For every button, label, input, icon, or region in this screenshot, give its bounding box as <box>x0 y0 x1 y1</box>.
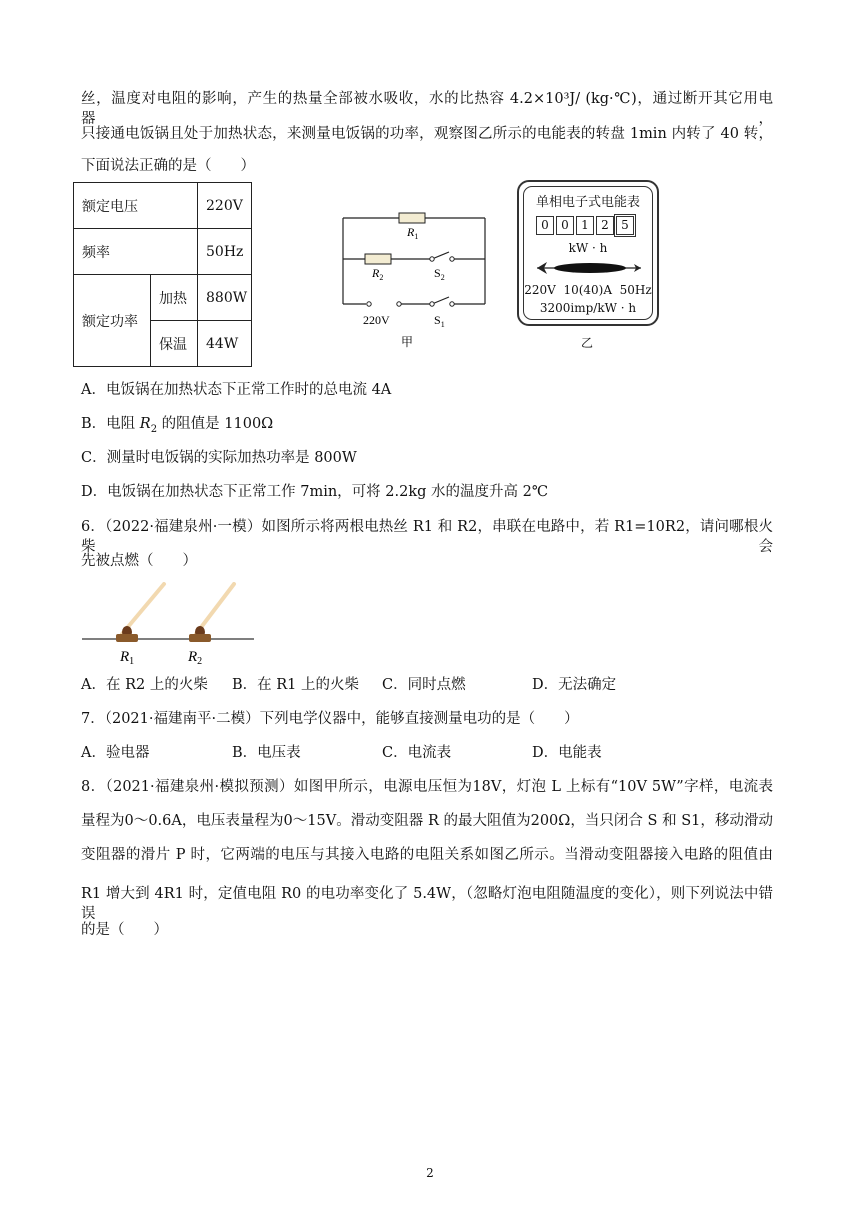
q5-text-line2: 只接通电饭锅且处于加热状态，来测量电饭锅的功率，观察图乙所示的电能表的转盘 1min 内转了 40 转， <box>81 126 773 142</box>
q5-option-c: C．测量时电饭锅的实际加热功率是 800W <box>81 450 357 466</box>
q7-option-a: A．验电器 <box>81 745 150 761</box>
q7-option-c: C．电流表 <box>382 745 452 761</box>
q6-text-line2: 先被点燃（ ） <box>81 553 197 569</box>
page-number: 2 <box>426 1166 434 1180</box>
circuit-caption: 甲 <box>401 335 414 349</box>
table-row <box>74 183 252 229</box>
table-cell: 220V <box>198 183 252 229</box>
q7-text: 7．（2021·福建南平·二模）下列电学仪器中，能够直接测量电功的是（ ） <box>81 711 579 727</box>
r2-label: R <box>372 266 380 280</box>
q5-text-line1: 丝，温度对电阻的影响，产生的热量全部被水吸收，水的比热容 4.2×10³J/ (kg·℃)，通过断开其它用电器， <box>81 91 773 127</box>
q6-option-b: B．在 R1 上的火柴 <box>232 677 360 693</box>
table-cell: 44W <box>198 321 252 367</box>
meter-spec1: 220V 10(40)A 50Hz <box>524 283 652 297</box>
q8-text-line3: 变阻器的滑片 P 时，它两端的电压与其接入电路的电阻关系如图乙所示。当滑动变阻器接入电路的阻值由 <box>81 847 773 863</box>
svg-text:S1: $S_1$ <box>434 313 445 329</box>
q8-text-line2: 量程为0～0.6A，电压表量程为0～15V。滑动变阻器 R 的最大阻值为200Ω，当只闭合 S 和 S1，移动滑动 <box>81 813 773 829</box>
svg-text:R2: $R_2$ <box>372 266 384 282</box>
q8-text-line4: R1 增大到 4R1 时，定值电阻 R0 的电功率变化了 5.4W，（忽略灯泡电阻随温度的变化），则下列说法中错误 <box>81 886 773 922</box>
table-cell: 50Hz <box>198 229 252 275</box>
heating-wire-figure <box>82 582 257 667</box>
table-cell: 保温 <box>151 321 198 367</box>
meter-digit: 2 <box>596 216 614 235</box>
coil-r1-icon <box>116 634 138 642</box>
s1-label: S <box>434 313 441 327</box>
svg-text:R1: $R_1$ <box>120 649 135 667</box>
meter-unit: kW · h <box>568 241 608 255</box>
q7-option-b: B．电压表 <box>232 745 301 761</box>
svg-text:R1: $R_1$ <box>407 225 419 241</box>
source-label: 220V <box>363 313 390 327</box>
r1-label: R <box>407 225 415 239</box>
table-cell: 频率 <box>74 229 198 275</box>
r2-label: R <box>188 649 198 665</box>
table-cell: 880W <box>198 275 252 321</box>
q7-option-d: D．电能表 <box>532 745 602 761</box>
q6-option-c: C．同时点燃 <box>382 677 466 693</box>
meter-title: 单相电子式电能表 <box>535 195 640 210</box>
q5-text-line3: 下面说法正确的是（ ） <box>81 158 255 174</box>
meter-spec2: 3200imp/kW · h <box>539 301 637 315</box>
q6-option-d: D．无法确定 <box>532 677 617 693</box>
meter-caption: 乙 <box>581 336 594 350</box>
q8-text-line5: 的是（ ） <box>81 922 168 938</box>
q6-text-line1: 6．（2022·福建泉州·一模）如图所示将两根电热丝 R1 和 R2，串联在电路中，若 R1=10R2，请问哪根火柴会 <box>81 519 773 555</box>
table-cell: 额定功率 <box>74 275 151 367</box>
meter-digit: 1 <box>576 216 594 235</box>
meter-digit: 0 <box>556 216 574 235</box>
spec-table <box>73 182 252 367</box>
coil-r2-icon <box>189 634 211 642</box>
q8-text-line1: 8．（2021·福建泉州·模拟预测）如图甲所示，电源电压恒为18V，灯泡 L 上标有“10V 5W”字样，电流表 <box>81 779 773 795</box>
meter-disc-icon <box>535 258 645 278</box>
q5-option-a: A．电饭锅在加热状态下正常工作时的总电流 4A <box>81 382 392 398</box>
q6-option-a: A．在 R2 上的火柴 <box>81 677 208 693</box>
table-row <box>74 229 252 275</box>
meter-digits <box>536 216 634 235</box>
q5-option-d: D．电饭锅在加热状态下正常工作 7min，可将 2.2kg 水的温度升高 2℃ <box>81 484 549 500</box>
q5-option-b: B．电阻 $R_2$ 的阻值是 1100Ω <box>81 416 274 435</box>
table-cell: 加热 <box>151 275 198 321</box>
meter-digit: 5 <box>616 216 634 235</box>
svg-text:R2: $R_2$ <box>188 649 203 667</box>
table-cell: 额定电压 <box>74 183 198 229</box>
resistor-r2 <box>365 254 391 264</box>
energy-meter <box>517 180 659 326</box>
svg-text:S2: $S_2$ <box>434 266 445 282</box>
s2-label: S <box>434 266 441 280</box>
circuit-diagram <box>335 206 495 356</box>
resistor-r1 <box>399 213 425 223</box>
meter-digit: 0 <box>536 216 554 235</box>
table-row <box>74 275 252 321</box>
r1-label: R <box>120 649 130 665</box>
